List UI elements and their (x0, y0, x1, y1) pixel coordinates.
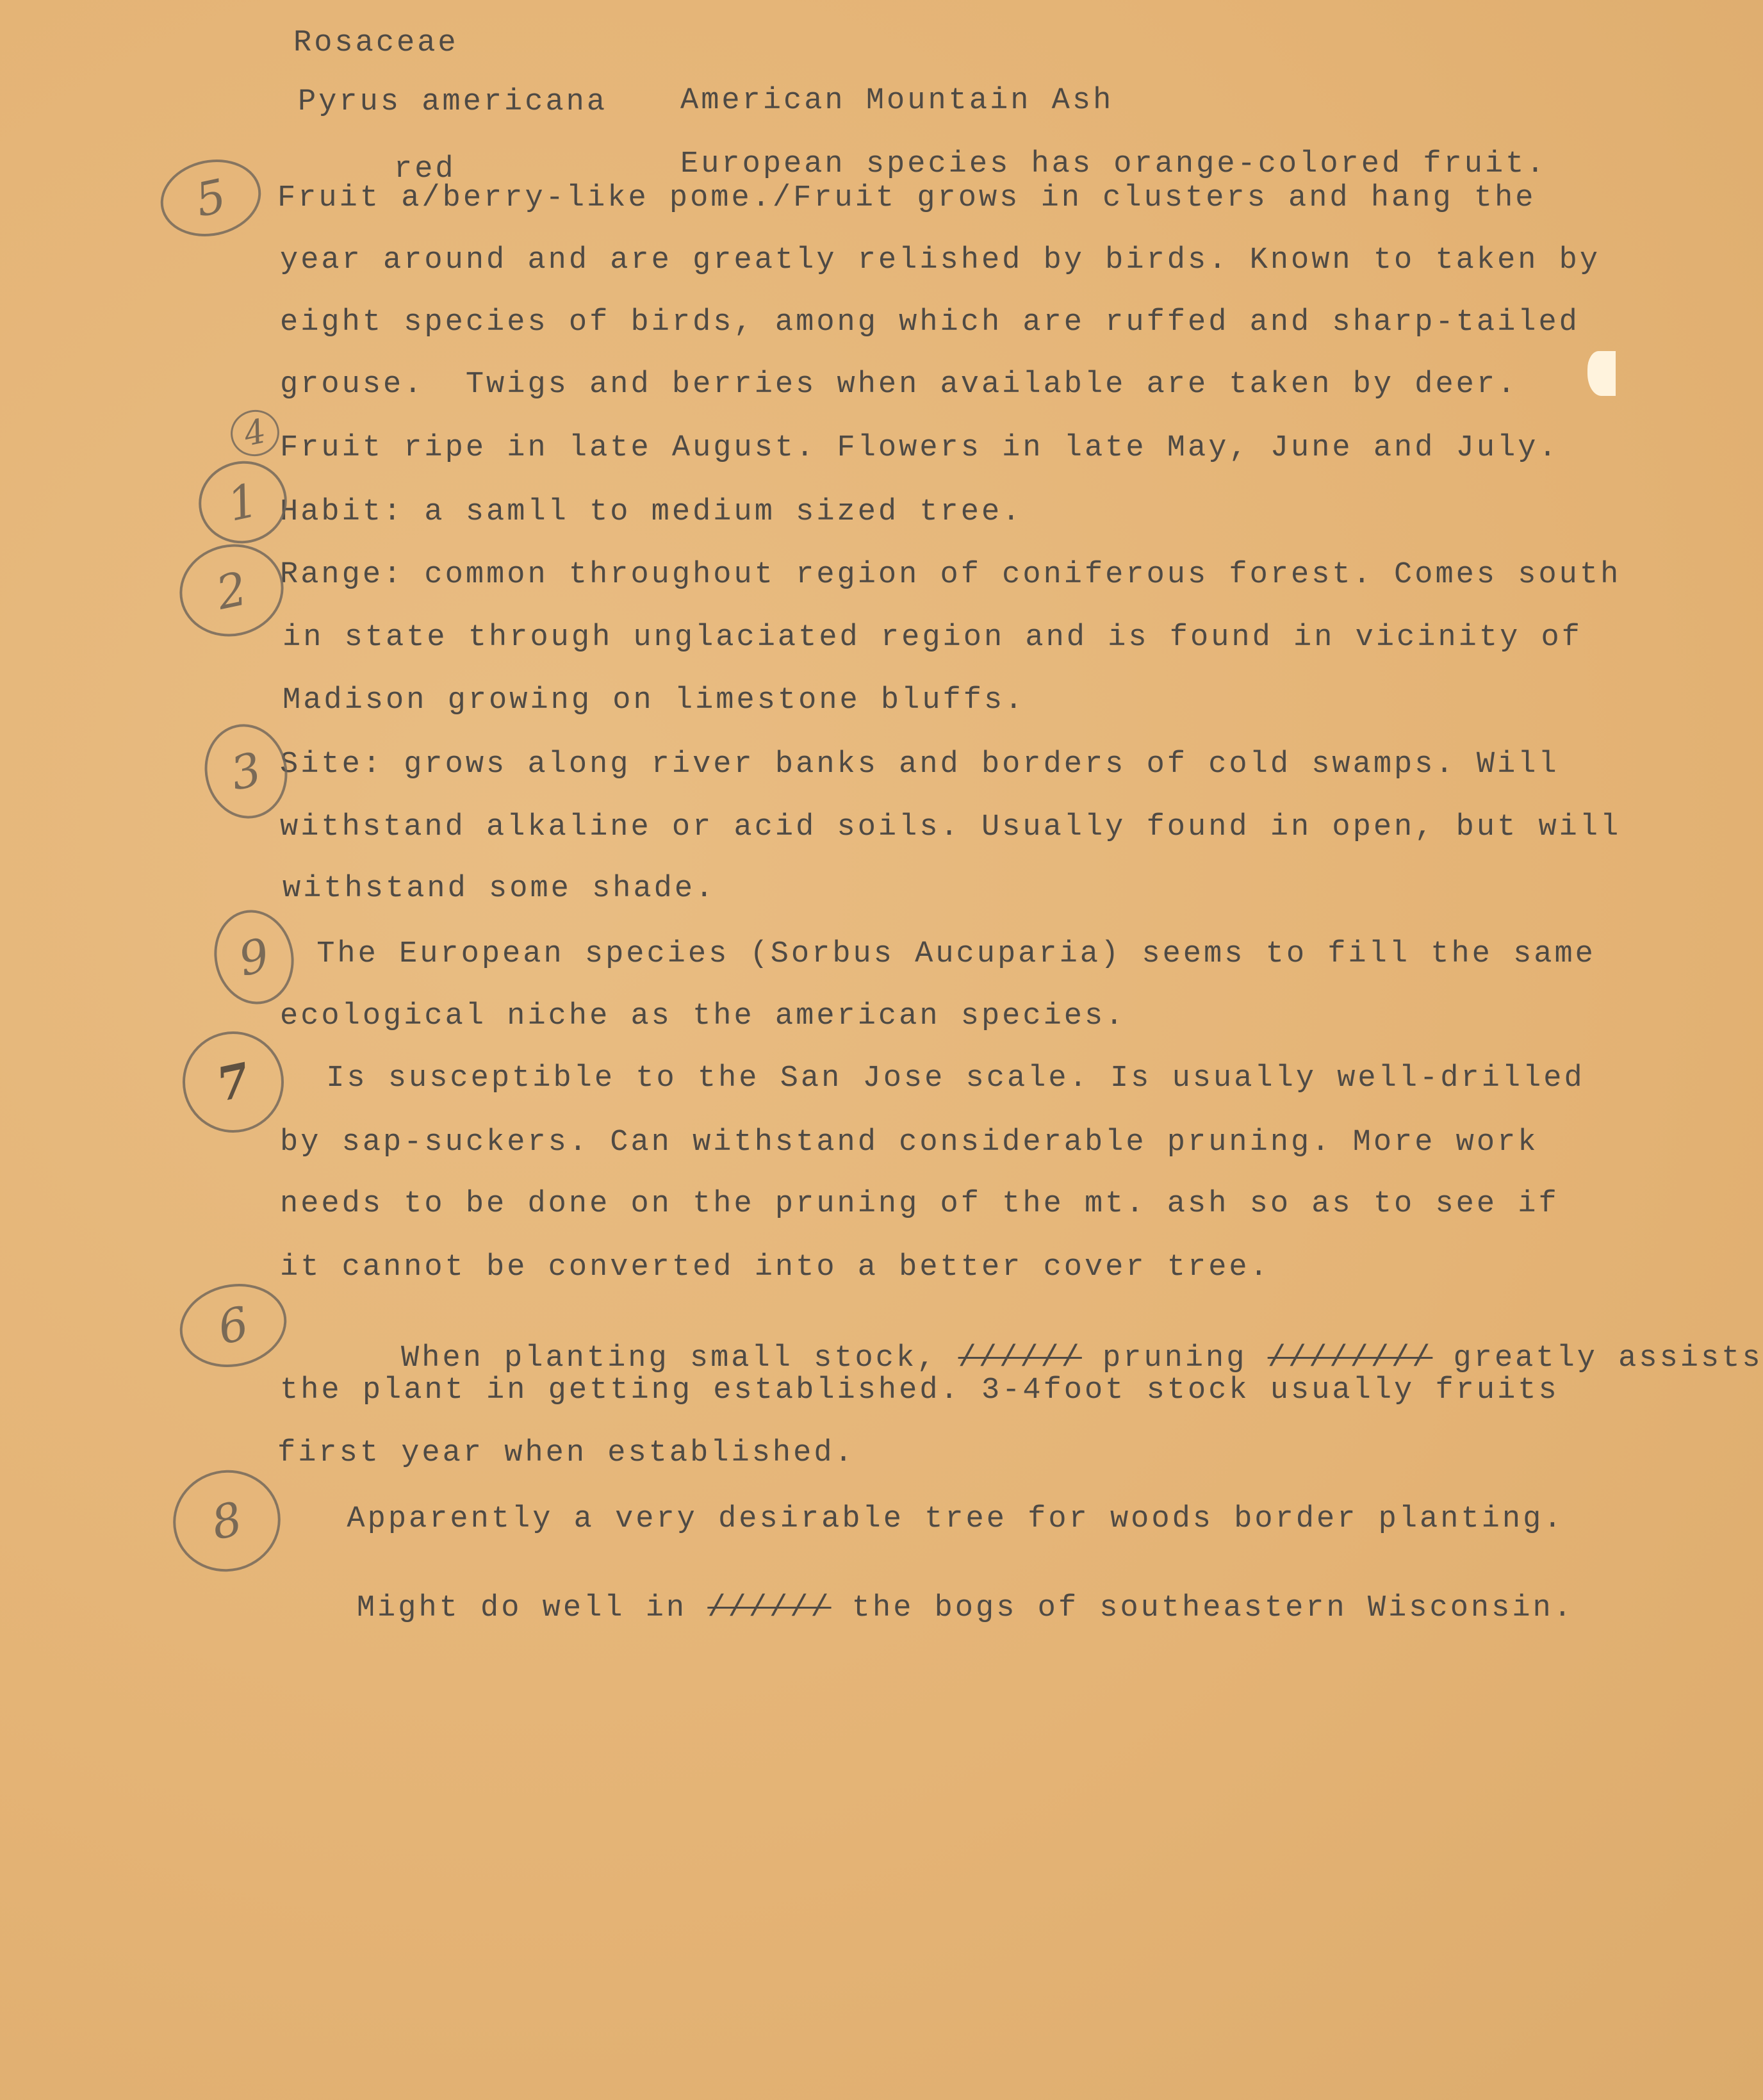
species-latin: Pyrus americana (298, 85, 608, 119)
family-name: Rosaceae (293, 26, 459, 60)
text-line-12: withstand some shade. (283, 872, 716, 906)
text-line-21: first year when established. (277, 1436, 855, 1470)
margin-number-8: 8 (206, 1491, 247, 1550)
text-line-9: Madison growing on limestone bluffs. (283, 684, 1026, 718)
text-line-11: withstand alkaline or acid soils. Usually found in open, but will (280, 810, 1621, 844)
margin-number-6: 6 (213, 1296, 254, 1355)
text-line-14: ecological niche as the american species. (280, 999, 1126, 1033)
text-line-10: Site: grows along river banks and borders of cold swamps. Will (280, 748, 1559, 782)
margin-circle-2 (171, 535, 292, 646)
text-line-1: Fruit a/berry-like pome./Fruit grows in clusters and hang the (277, 181, 1536, 215)
margin-circle-6 (172, 1274, 295, 1377)
insert-red: red (394, 152, 456, 186)
text-line-22: Apparently a very desirable tree for woods border planting. (306, 1502, 1564, 1536)
text-line-19-end: greatly assists (1453, 1341, 1763, 1375)
margin-circle-7 (173, 1022, 293, 1142)
species-common: American Mountain Ash (680, 84, 1114, 118)
text-line-7: Range: common throughout region of coniferous forest. Comes south (280, 558, 1621, 592)
margin-number-4: 4 (240, 412, 270, 454)
text-line-2: year around and are greatly relished by birds. Known to taken by (280, 243, 1601, 277)
text-line-3: eight species of birds, among which are ruffed and sharp-tailed (280, 306, 1580, 340)
text-line-20: the plant in getting established. 3-4foot stock usually fruits (280, 1374, 1559, 1407)
margin-circle-3 (196, 716, 296, 826)
text-line-23 (274, 1563, 1574, 1653)
margin-number-9: 9 (234, 928, 274, 987)
text-line-16: by sap-suckers. Can withstand considerable pruning. More work (280, 1126, 1539, 1160)
text-line-18: it cannot be converted into a better cover tree. (280, 1251, 1270, 1284)
margin-number-2: 2 (211, 561, 252, 620)
margin-number-7: 7 (211, 1052, 255, 1112)
text-line-19-mid: pruning (1103, 1341, 1247, 1375)
paper-edge-nick (1587, 351, 1616, 396)
margin-circle-1 (191, 453, 295, 552)
text-line-6: Habit: a samll to medium sized tree. (280, 495, 1023, 529)
text-line-8: in state through unglaciated region and is found in vicinity of (283, 621, 1582, 655)
struck-text-2: //////// (1267, 1341, 1433, 1375)
text-line-19-start: When planting small stock, (380, 1341, 938, 1375)
text-line-17: needs to be done on the pruning of the mt. ash so as to see if (280, 1187, 1559, 1221)
margin-circle-4 (226, 406, 283, 461)
margin-number-3: 3 (226, 742, 266, 801)
margin-circle-9 (206, 903, 302, 1012)
margin-number-5: 5 (190, 168, 231, 227)
text-line-15: Is susceptible to the San Jose scale. Is usually well-drilled (306, 1062, 1585, 1095)
text-line-13: The European species (Sorbus Aucuparia) seems to fill the same (296, 937, 1596, 971)
struck-text-3: ////// (707, 1591, 832, 1625)
margin-circle-5 (153, 151, 268, 245)
margin-circle-8 (163, 1460, 290, 1581)
text-line-5: Fruit ripe in late August. Flowers in late May, June and July. (280, 431, 1559, 465)
text-line-23-start: Might do well in (356, 1591, 687, 1625)
struck-text-1: ////// (958, 1341, 1082, 1375)
margin-number-1: 1 (222, 473, 263, 532)
european-note: European species has orange-colored fruit. (680, 147, 1547, 181)
text-line-23-end: the bogs of southeastern Wisconsin. (851, 1591, 1574, 1625)
text-line-4: grouse. Twigs and berries when available are taken by deer. (280, 368, 1518, 402)
